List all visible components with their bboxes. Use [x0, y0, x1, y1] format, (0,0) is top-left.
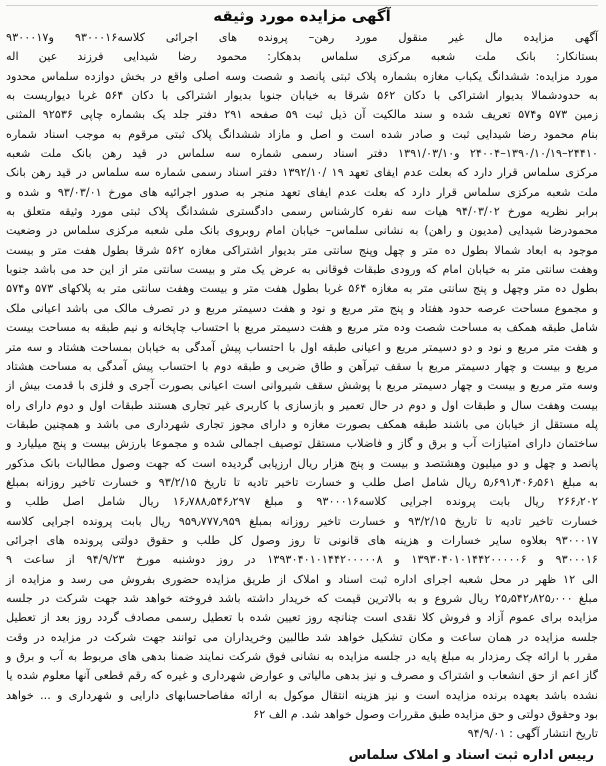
notice-frame	[6, 5, 599, 763]
notice-line: آگهی مزایده مال غیر منقول مورد رهن– پرونده های اجرائی کلاسه۹۳۰۰۰۱۶ و۹۳۰۰۰۱۷	[6, 31, 598, 44]
notice-line: زمین ۵۷۳ و۵۷۴ تعریف شده و سند مالکیت آن ذیل ثبت ۵۹ صفحه ۲۹۱ دفتر جلد یک بشماره چاپی ۹۲۵۳۶ المثنی	[6, 108, 599, 122]
notice-line: برابر نظریه مورخ ۹۴/۰۳/۰۲ هیات سه نفره کارشناس رسمی دادگستری ششدانگ پلاک ثبتی مورد وثیقه متعلق به	[6, 205, 598, 219]
notice-line: بستانکار: بانک ملت شعبه مرکزی سلماس بدهکار: محمود رضا شیدایی فرزند عین اله	[6, 50, 598, 64]
notice-line: بیست وهفت سال و طبقات اول و دوم در حال تعمیر و بازسازی با کاربری غیر تجاری هستند طبقات اول و دوم دارای راه	[6, 398, 598, 412]
notice-line: به حدودشمالا بدیوار اشتراکی با دکان ۵۶۲ شرقا به خیابان جنوبا بدیوار اشتراکی با دکان ۵۶۴ غربا دیواریست به	[6, 89, 599, 103]
notice-line: محمودرضا شیدایی (مدیون و راهن) به نشانی سلماس– خیابان امام روبروی بانک ملی شعبه مرکزی سلماس در وضعیت	[6, 224, 598, 238]
notice-line: ملت شعبه مرکزی سلماس قرار دارد که بعلت عدم ایفای تعهد منجر به صدور اجرائیه های مورخ ۹۳/۰۳/۰۱ و شده و	[6, 185, 598, 199]
notice-line: مقرر با ارائه چک رمزدار به مبلغ پایه در جلسه مزایده به نشانی فوق شرکت نمایند ضمنا بدهی های مربوط به آب و برق و	[6, 650, 598, 663]
notice-line: وسه متر مربع و بیست و چهار دسیمتر مربع با پوشش سقف شیروانی است اعیانی بصورت آجری و فلزی با قدمت بیش از	[6, 379, 598, 393]
notice-body	[6, 28, 598, 744]
notice-line: ۲۴۴۱۰–۱۳۹۰/۱۰/۱۹–۲۴۰۰۴ و۱۳۹۱/۰۳/۱۰ دفتر اسناد رسمی شماره سه سلماس در قید رهن بانک ملت شعبه	[6, 147, 598, 161]
notice-line: پانصد و چهل و دو میلیون وهشتصد و بیست و پنج هزار ریال ارزیابی گردیده است که جهت وصول مطالبات بانک مذکور	[6, 456, 598, 470]
notice-line: مربع و بیست و چهار دسیمتر مربع با سقف تیرآهن و طاق ضربی و طبقه دوم با احتساب پیش آمدگی به مساحت هشتاد	[6, 359, 598, 373]
notice-line: ۹۳۰۰۰۱۷ بعلاوه سایر خسارات و هزینه های قانونی تا روز وصول کل طلب و حقوق دولتی پرونده های اجرائی	[6, 533, 598, 547]
notice-title: آگهی مزایده مورد وثیقه	[213, 7, 391, 25]
notice-line: تاریخ انتشار آگهی : ۹۴/۹/۰۱	[467, 727, 598, 741]
notice-line: مزایده برای عموم آزاد و فروش کلا نقدی است چنانچه روز تعیین شده با تعطیل رسمی مصادف گردد روز بعد از تعطیل	[6, 611, 598, 625]
notice-line: ۲۶۶٫۲۰۲ ریال بابت پرونده اجرایی کلاسه۹۳۰۰۰۱۶ و مبلغ ۱۶٫۷۸۸٫۵۴۶٫۲۹۷ ریال شامل اصل طلب و	[6, 495, 598, 509]
notice-signature: رییس اداره ثبت اسناد و املاک سلماس	[348, 747, 594, 763]
notice-line: مورد مزایده: ششدانگ یکباب مغازه بشماره پلاک ثبتی پانصد و شصت وسه اصلی واقع در بخش دوازده سلماس محدود	[6, 69, 598, 83]
notice-line: نشده باشد بعهده برنده مزایده است و نیز هزینه انتقال موکول به ارائه مفاصاحسابهای دارایی و شهرداری و ... خواهد	[6, 688, 598, 702]
notice-line: موجود به ابعاد شمالا بطول ده متر و چهل وپنج سانتی متر بدیوار اشتراکی مغازه ۵۶۲ شرقا بطول هفت متر و بیست	[6, 243, 599, 257]
notice-line: وهفت سانتی متر به خیابان امام که ورودی طبقات فوقانی به عرض یک متر و بیست سانتی متر از این حد می باشد جنوبا	[6, 263, 598, 277]
notice-line: ساختمان دارای امتیازات آب و برق و گاز و فاضلاب مستقل توصیف اجمالی شده و مجموعا بارزش بیست و پنج میلیارد و	[6, 437, 598, 451]
notice-line: مرکزی سلماس قرار دارد که بعلت عدم ایفای تعهد ۱۹ /۱۳۹۲/۱۰ دفتر اسناد رسمی شماره سه سلماس در قید رهن بانک	[6, 166, 598, 180]
notice-line: گاز اعم از حق انشعاب و اشتراک و مصرف و نیز بدهی مالیاتی و عوارض شهرداری و غیره که رقم قطعی آنها معلوم شده یا	[6, 669, 598, 683]
notice-line: مبلغ ۲۵٫۵۴۲٫۸۲۵٫۰۰۰ ریال شروع و به بالاترین قیمت که خریدار داشته باشد فروخته خواهد شد جهت شرکت در جلسه	[6, 591, 599, 605]
notice-line: و مجموع مساحت عرصه حدود هفتاد و پنج متر مربع و نود و هفت دسیمتر مربع و در تصرف مالک می باشد اعیانی ملک	[6, 301, 598, 315]
notice-line: شامل طبقه همکف به مساحت شصت وده متر مربع و هفت دسیمتر مربع با احتساب چاپخانه و نیم طبقه به مساحت بیست	[6, 321, 598, 335]
notice-line: بود وحقوق دولتی و حق مزایده طبق مقررات وصول خواهد شد. م الف ۶۲	[253, 708, 598, 722]
notice-line: پله مستقل از خیابان می باشند طبقه همکف بصورت مغازه و دارای مجوز تجاری شهرداری می باشد و همچنین طبقات	[6, 417, 598, 431]
notice-line: خسارت تاخیر تادیه تا تاریخ ۹۳/۲/۱۵ و خسارت تاخیر روزانه بمبلغ ۹۵۹٫۷۷۷٫۹۵۹ ریال بابت پرونده اجرایی کلاسه	[6, 514, 598, 528]
notice-line: بطول ده متر وچهل و پنج سانتی متر به مغازه ۵۶۴ غربا بطول هفت متر و بیست وهفت سانتی متر به پلاکهای ۵۷۳ و۵۷۴	[6, 282, 598, 296]
notice-line: جلسه مزایده در همان ساعت و مکان تشکیل خواهد شد طالبین وخریداران می توانند جهت شرکت در مزایده در وقت	[6, 630, 598, 644]
notice-line: بنام محمود رضا شیدایی ثبت و صادر شده است و اصل و مازاد ششدانگ پلاک ثبتی مرقوم به موجب اسناد شماره	[6, 127, 598, 141]
notice-line: ۹۳۰۰۰۱۶ و ۱۳۹۳۰۴۰۱۰۱۴۴۲۰۰۰۰۰۶ و ۱۳۹۳۰۴۰۱۰۱۴۴۲۰۰۰۰۰۸ در روز دوشنبه مورخ ۹۴/۹/۲۳ از ساعت ۹	[6, 553, 598, 567]
notice-line: الی ۱۲ ظهر در محل شعبه اجرای اداره ثبت اسناد و املاک از طریق مزایده حضوری بفروش می رسد و مزایده از	[6, 572, 599, 586]
notice-line: به مبلغ ۵٫۶۹۱٫۴۰۶٫۵۶۱ ریال شامل اصل طلب و خسارت تاخیر تادیه تا تاریخ ۹۳/۲/۱۵ و خسارت تاخیر روزانه بمبلغ	[6, 475, 598, 489]
notice-line: و هفت متر مربع و نود و دو دسیمتر مربع و اعیانی طبقه اول با احتساب پیش آمدگی به خیابان بمساحت هشتاد و سه متر	[6, 340, 598, 354]
